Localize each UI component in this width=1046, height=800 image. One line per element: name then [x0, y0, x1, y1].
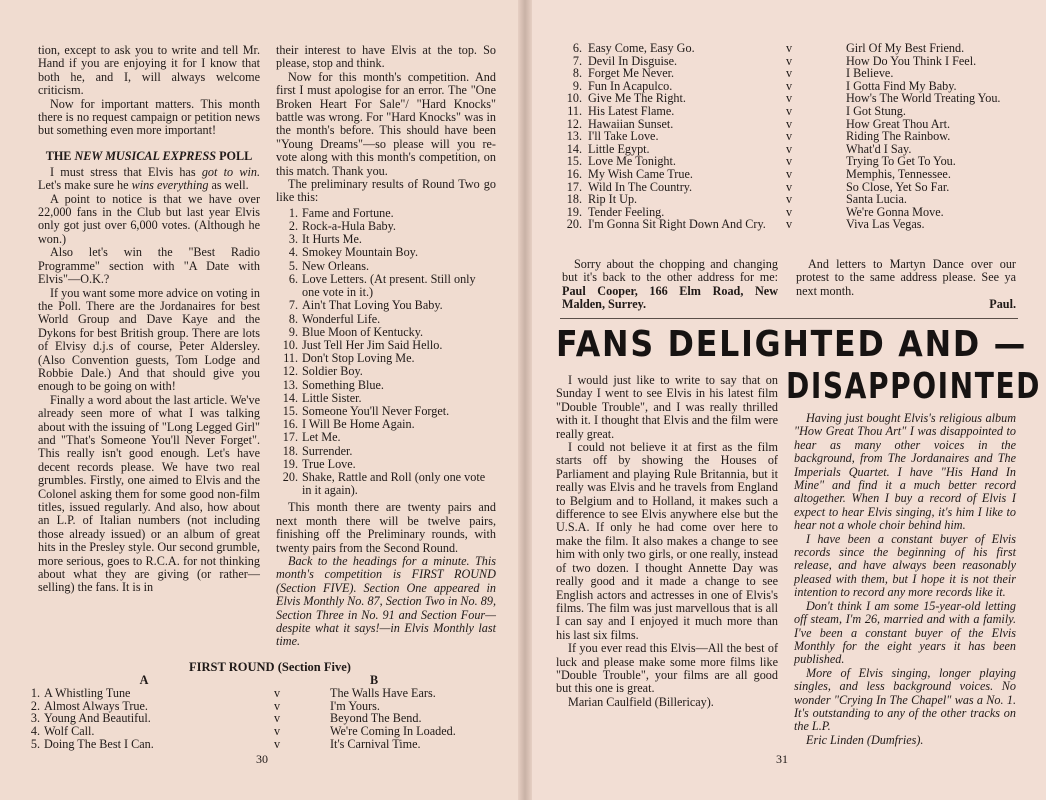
letters-note: And letters to Martyn Dance over our protest to the same address please. See ya next month. Paul.	[796, 257, 1016, 312]
paragraph: I must stress that Elvis has got to win. Let's make sure he wins everything as well.	[38, 164, 261, 193]
headline-line-2: DISAPPOINTED	[786, 366, 1042, 407]
paragraph: The preliminary results of Round Two go like this:	[276, 177, 496, 205]
left-column-2	[276, 44, 496, 649]
pair-row: 10. Give Me The Right. v How's The World Treating You.	[566, 91, 1001, 106]
result-item: 3. It Hurts Me.	[288, 232, 362, 247]
pair-row: 9. Fun In Acapulco. v I Gotta Find My Baby.	[572, 78, 957, 93]
pair-row: 3. Young And Beautiful. v Beyond The Bend.	[30, 711, 422, 726]
letter-how-great-thou-art: Having just bought Elvis's religious album "How Great Thou Art" I was disappointed to hear as many other voices in the background, from The Jordanaires and The Imperials Quartet. I have "His Hand In Mine" and find it a much better record altogether. When I buy a record of Elvis I expect to hear Elvis singing, it's him I like to hear not a whole choir behind him. I have been a constant buyer of Elvis records since the beginning of his first release, and have always been reasonably pleased with them, but I hope it is not their intention to record any more records like it. Don't think I am some 15-year-old letting off steam, I'm 26, married and with a family. I've been a constant buyer of the Elvis Monthly for the eight years it has been published. More of Elvis singing, longer playing singles, and less background voices. No wonder "Crying In The Chapel" was a No. 1. It's outstanding to any of the other tracks on the L.P. Eric Linden (Dumfries).	[794, 411, 1016, 747]
pair-row: 17. Wild In The Country. v So Close, Yet So Far.	[566, 179, 950, 194]
pair-row: 2. Almost Always True. v I'm Yours.	[30, 698, 380, 713]
paragraph: Also let's win the "Best Radio Programme" section with "A Date with Elvis"—O.K.?	[38, 245, 260, 287]
paragraph: tion, except to ask you to write and tell Mr. Hand if you are enjoying it for I know that both he, and I, will always welcome criticism.	[38, 43, 260, 98]
result-item: 12. Soldier Boy.	[282, 364, 363, 379]
paragraph: Back to the headings for a minute. This month's competition is FIRST ROUND (Section FIVE). Section One appeared in Elvis Monthly No. 87, Section Two in No. 89, Section Three in No. 91 and Section Four—despite what it says!—in Elvis Monthly last time.	[276, 553, 496, 649]
pair-row: 16. My Wish Came True. v Memphis, Tennessee.	[566, 166, 951, 181]
result-item: 11. Don't Stop Loving Me.	[283, 351, 415, 366]
pair-row: 4. Wolf Call. v We're Coming In Loaded.	[30, 724, 456, 739]
result-item: 9. Blue Moon of Kentucky.	[288, 324, 424, 339]
result-item: 18. Surrender.	[282, 443, 353, 458]
result-item: 2. Rock-a-Hula Baby.	[288, 219, 396, 234]
result-item: 19. True Love.	[282, 456, 356, 471]
page-number: 31	[776, 752, 788, 766]
sorry-note: Sorry about the chopping and changing but it's back to the other address for me: Paul Cooper, 166 Elm Road, New Malden, Surrey.	[562, 257, 778, 312]
pair-row: 11. His Latest Flame. v I Got Stung.	[567, 103, 906, 118]
result-item: 5. New Orleans.	[288, 258, 370, 273]
pairs-table-left	[16, 674, 496, 751]
pair-row: 18. Rip It Up. v Santa Lucia.	[566, 192, 907, 207]
pairs-list	[556, 42, 1026, 231]
pair-row: 20. I'm Gonna Sit Right Down And Cry. v Viva Las Vegas.	[566, 217, 925, 232]
pairs-table-right	[556, 42, 1026, 231]
paragraph: A point to notice is that we have over 22,000 fans in the Club but last year Elvis only got just over 6,000 votes. (Although he won.)	[38, 191, 260, 246]
paragraph: This month there are twenty pairs and next month there will be twelve pairs, finishing off the Preliminary rounds, with twenty pairs from the Second Round.	[276, 500, 496, 555]
pairs-header: A B	[139, 673, 379, 687]
paragraph: Now for important matters. This month there is no request campaign or petition news but something even more important!	[38, 96, 260, 138]
result-item: 6. Love Letters. (At present. Still only one vote in it.)	[288, 271, 476, 300]
signoff: Paul.	[989, 297, 1016, 312]
pair-row: 15. Love Me Tonight. v Trying To Get To You.	[566, 154, 956, 169]
preliminary-results-list	[276, 207, 496, 497]
result-item: 1. Fame and Fortune.	[288, 205, 394, 220]
letter-signature: Marian Caulfield (Billericay).	[568, 694, 714, 709]
binding-gutter	[518, 0, 532, 800]
result-item: 13. Something Blue.	[282, 377, 384, 392]
result-item: 15. Someone You'll Never Forget.	[282, 403, 450, 418]
letter-double-trouble: I would just like to write to say that on Sunday I went to see Elvis in his latest film "Double Trouble", and I was really thrilled with it. I thought that Elvis and the film were really great. I could not believe it at first as the film starts off by showing the Houses of Parliament and playing Rule Britannia, but it really was Elvis and he travels from England to Belgium and to Holland, it makes such a difference to see Elvis anywhere else but the U.S.A. If only he had come over here to make the film. It also makes a change to see him with only two girls, or one really, instead of two dozen. I thought Annette Day was really good and it made a change to see English actors and actresses in one of Elvis's films. The film was just marvellous that is all I can say and I enjoyed it much more than his last six films. If you ever read this Elvis—All the best of luck and please make some more films like "Double Trouble", your films are all good but this one is great. Marian Caulfield (Billericay).	[556, 373, 778, 709]
divider	[560, 318, 1018, 319]
result-item: 7. Ain't That Loving You Baby.	[288, 298, 443, 313]
pair-row: 6. Easy Come, Easy Go. v Girl Of My Best Friend.	[572, 41, 965, 55]
paragraph: If you want some more advice on voting in the Poll. There are the Jordanaires for best World Group and Dave Kaye and the Dykons for best British group. There are lots of Elvisy d.j.s of course, Peter Aldersley. (Also Convention guests, Tom Lodge and Robbie Dale.) And that should give you enough to be going on with!	[38, 285, 260, 394]
pair-row: 12. Hawaiian Sunset. v How Great Thou Art.	[566, 116, 951, 131]
left-column-1	[38, 44, 260, 595]
result-item: 20. Shake, Rattle and Roll (only one vote in it again).	[282, 469, 486, 498]
result-item: 8. Wonderful Life.	[288, 311, 381, 326]
paragraph: their interest to have Elvis at the top. So please, stop and think.	[276, 43, 496, 71]
result-item: 4. Smokey Mountain Boy.	[288, 245, 419, 260]
paragraph: Finally a word about the last article. We've already seen more of what I was talking about with the issuing of "Long Legged Girl" and "That's Someone You'll Never Forget". This really isn't good enough. Let's have decent records please. We have two real grumbles. Firstly, one aimed to Elvis and the Colonel asking them for some good non-film titles, issued regularly. And also, how about an L.P. of Italian numbers (not including those already issued) or an album of great hits in the Presley style. Our second grumble, more serious, goes to R.C.A. for not thinking about what they are giving (or rather—selling) the fans. It is in	[38, 392, 260, 595]
result-item: 17. Let Me.	[282, 430, 341, 445]
page-number: 30	[256, 752, 268, 766]
headline-line-1: FANS DELIGHTED AND —	[556, 324, 1028, 365]
paragraph: Now for this month's competition. And first I must apologise for an error. The "One Broken Heart For Sale"/ "Hard Knocks" battle was wrong. For "Hard Knocks" was in the month's before. This should have been "Young Dreams"—so please will you re-vote along with this month's competition, on this match. Thank you.	[276, 69, 496, 178]
pair-row: 1. A Whistling Tune v The Walls Have Ears.	[30, 685, 436, 700]
pair-row: 19. Tender Feeling. v We're Gonna Move.	[566, 204, 944, 219]
poll-heading: THE NEW MUSICAL EXPRESS POLL	[45, 148, 253, 163]
pairs-list	[16, 687, 496, 751]
result-item: 14. Little Sister.	[282, 390, 362, 405]
pair-row: 13. I'll Take Love. v Riding The Rainbow.	[566, 129, 951, 144]
pair-row: 8. Forget Me Never. v I Believe.	[572, 66, 894, 81]
pair-row: 5. Doing The Best I Can. v It's Carnival Time.	[30, 736, 421, 751]
result-item: 16. I Will Be Home Again.	[282, 417, 415, 432]
letter-signature: Eric Linden (Dumfries).	[806, 732, 924, 747]
pair-row: 14. Little Egypt. v What'd I Say.	[566, 141, 912, 156]
pair-row: 7. Devil In Disguise. v How Do You Think I Feel.	[572, 53, 977, 68]
result-item: 10. Just Tell Her Jim Said Hello.	[282, 337, 443, 352]
first-round-title: FIRST ROUND (Section Five)	[189, 660, 351, 674]
